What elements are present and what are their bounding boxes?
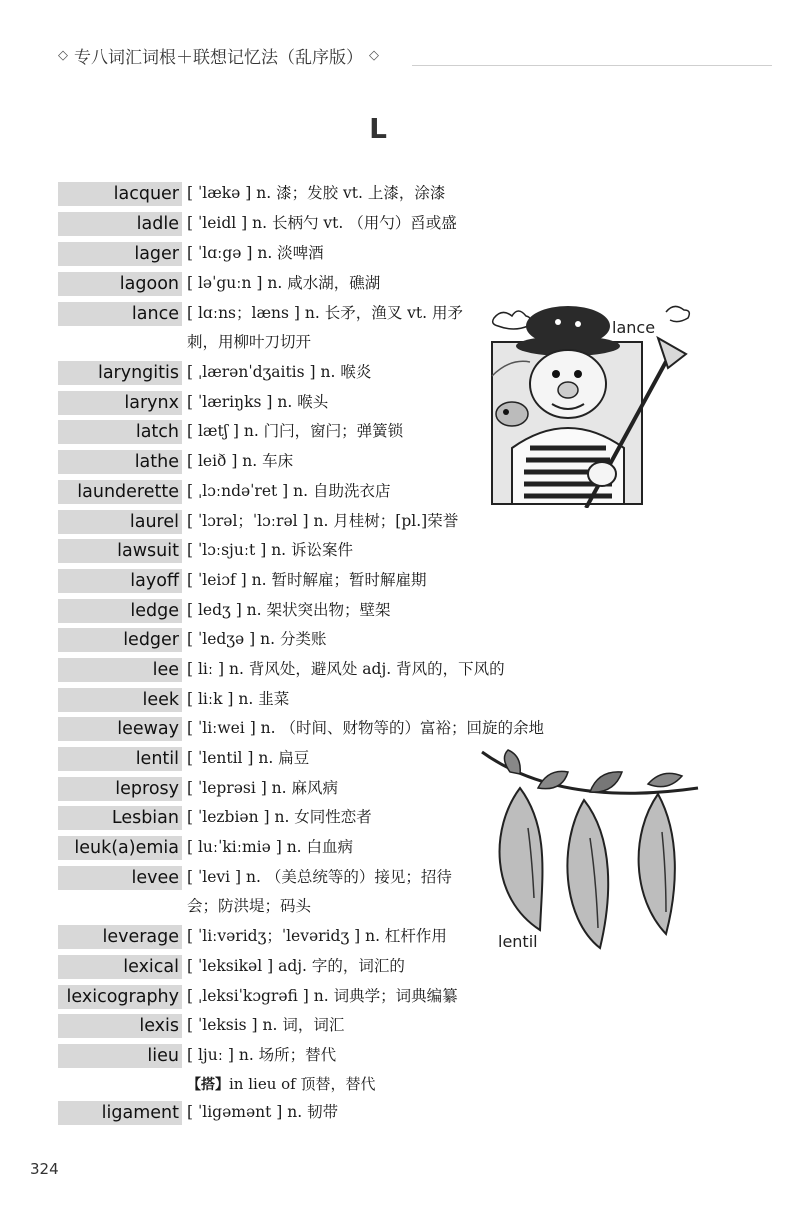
headword: leek	[58, 688, 182, 712]
definition: [ ˈleksis ] n. 词，词汇	[187, 1016, 345, 1034]
headword: lagoon	[58, 272, 182, 296]
definition: [ leið ] n. 车床	[187, 452, 294, 470]
definition-line-2: 刺，用柳叶刀切开	[187, 333, 312, 351]
definition: [ ˈleidl ] n. 长柄勺 vt. （用勺）舀或盛	[187, 214, 457, 232]
definition: [ ˈlɔrəl；ˈlɔːrəl ] n. 月桂树；[pl.]荣誉	[187, 512, 459, 530]
lance-illustration	[490, 298, 700, 508]
fisherman-with-spear-drawing	[490, 298, 700, 508]
header-rule	[412, 65, 772, 66]
headword: levee	[58, 866, 182, 890]
definition: [ luːˈkiːmiə ] n. 白血病	[187, 838, 354, 856]
headword: laurel	[58, 510, 182, 534]
definition-line-1: [ ˈlevi ] n. （美总统等的）接见；招待	[187, 868, 452, 886]
headword: Lesbian	[58, 806, 182, 830]
definition: [ ˈliːwei ] n. （时间、财物等的）富裕；回旋的余地	[187, 719, 545, 737]
section-letter: L	[369, 112, 387, 145]
headword: ledger	[58, 628, 182, 652]
definition: [ ˌlɔːndəˈret ] n. 自助洗衣店	[187, 482, 391, 500]
headword: lee	[58, 658, 182, 682]
headword: lexical	[58, 955, 182, 979]
definition: [ ljuː ] n. 场所；替代	[187, 1046, 337, 1064]
page-number: 324	[30, 1160, 59, 1178]
headword: lentil	[58, 747, 182, 771]
definition: [ ˈlækə ] n. 漆；发胶 vt. 上漆，涂漆	[187, 184, 446, 202]
definition-line-1: [ lɑːns；læns ] n. 长矛，渔叉 vt. 用矛	[187, 304, 463, 322]
definition-line-2: 会；防洪堤；码头	[187, 897, 312, 915]
definition: [ ledʒ ] n. 架状突出物；壁架	[187, 601, 391, 619]
lentil-pods-drawing	[480, 748, 700, 958]
definition: [ ˈlɑːgə ] n. 淡啤酒	[187, 244, 324, 262]
header-title: 专八词汇词根＋联想记忆法（乱序版）	[74, 47, 363, 68]
diamond-icon: ◇	[58, 47, 68, 63]
headword: ladle	[58, 212, 182, 236]
headword: leverage	[58, 925, 182, 949]
headword: lance	[58, 302, 182, 326]
definition: [ liː ] n. 背风处，避风处 adj. 背风的，下风的	[187, 660, 505, 678]
headword: leprosy	[58, 777, 182, 801]
headword: lexicography	[58, 985, 182, 1009]
collocation-tag: 【搭】	[187, 1077, 229, 1093]
headword: laryngitis	[58, 361, 182, 385]
lentil-illustration	[480, 748, 700, 958]
definition: [ ˈligəmənt ] n. 韧带	[187, 1103, 339, 1121]
collocation-text: in lieu of 顶替，替代	[229, 1075, 376, 1093]
headword: leuk(a)emia	[58, 836, 182, 860]
headword: lawsuit	[58, 539, 182, 563]
definition: [ ˈlentil ] n. 扁豆	[187, 749, 310, 767]
definition: [ ləˈguːn ] n. 咸水湖，礁湖	[187, 274, 381, 292]
headword: ledge	[58, 599, 182, 623]
definition: [ ˈlæriŋks ] n. 喉头	[187, 393, 329, 411]
illustration-label: lentil	[498, 932, 538, 951]
headword: lexis	[58, 1014, 182, 1038]
headword: leeway	[58, 717, 182, 741]
definition: [ ˈleprəsi ] n. 麻风病	[187, 779, 339, 797]
collocation-note	[187, 1072, 375, 1097]
headword: launderette	[58, 480, 182, 504]
headword: lacquer	[58, 182, 182, 206]
running-header	[52, 40, 772, 70]
definition: [ ˈledʒə ] n. 分类账	[187, 630, 327, 648]
definition: [ ˈleiɔf ] n. 暂时解雇；暂时解雇期	[187, 571, 427, 589]
definition: [ liːk ] n. 韭菜	[187, 690, 290, 708]
definition: [ ˈliːvəridʒ；ˈlevəridʒ ] n. 杠杆作用	[187, 927, 447, 945]
definition: [ lætʃ ] n. 门闩，窗闩；弹簧锁	[187, 422, 404, 440]
headword: larynx	[58, 391, 182, 415]
headword: lager	[58, 242, 182, 266]
diamond-icon: ◇	[369, 47, 379, 63]
illustration-label: lance	[612, 318, 656, 337]
definition: [ ˈleksikəl ] adj. 字的，词汇的	[187, 957, 405, 975]
headword: ligament	[58, 1101, 182, 1125]
headword: lathe	[58, 450, 182, 474]
headword: layoff	[58, 569, 182, 593]
definition: [ ˈlɔːsjuːt ] n. 诉讼案件	[187, 541, 354, 559]
definition: [ ˈlezbiən ] n. 女同性恋者	[187, 808, 372, 826]
headword: latch	[58, 420, 182, 444]
definition: [ ˌleksiˈkɔgrəfi ] n. 词典学；词典编纂	[187, 987, 458, 1005]
definition: [ ˌlærənˈdʒaitis ] n. 喉炎	[187, 363, 372, 381]
headword: lieu	[58, 1044, 182, 1068]
